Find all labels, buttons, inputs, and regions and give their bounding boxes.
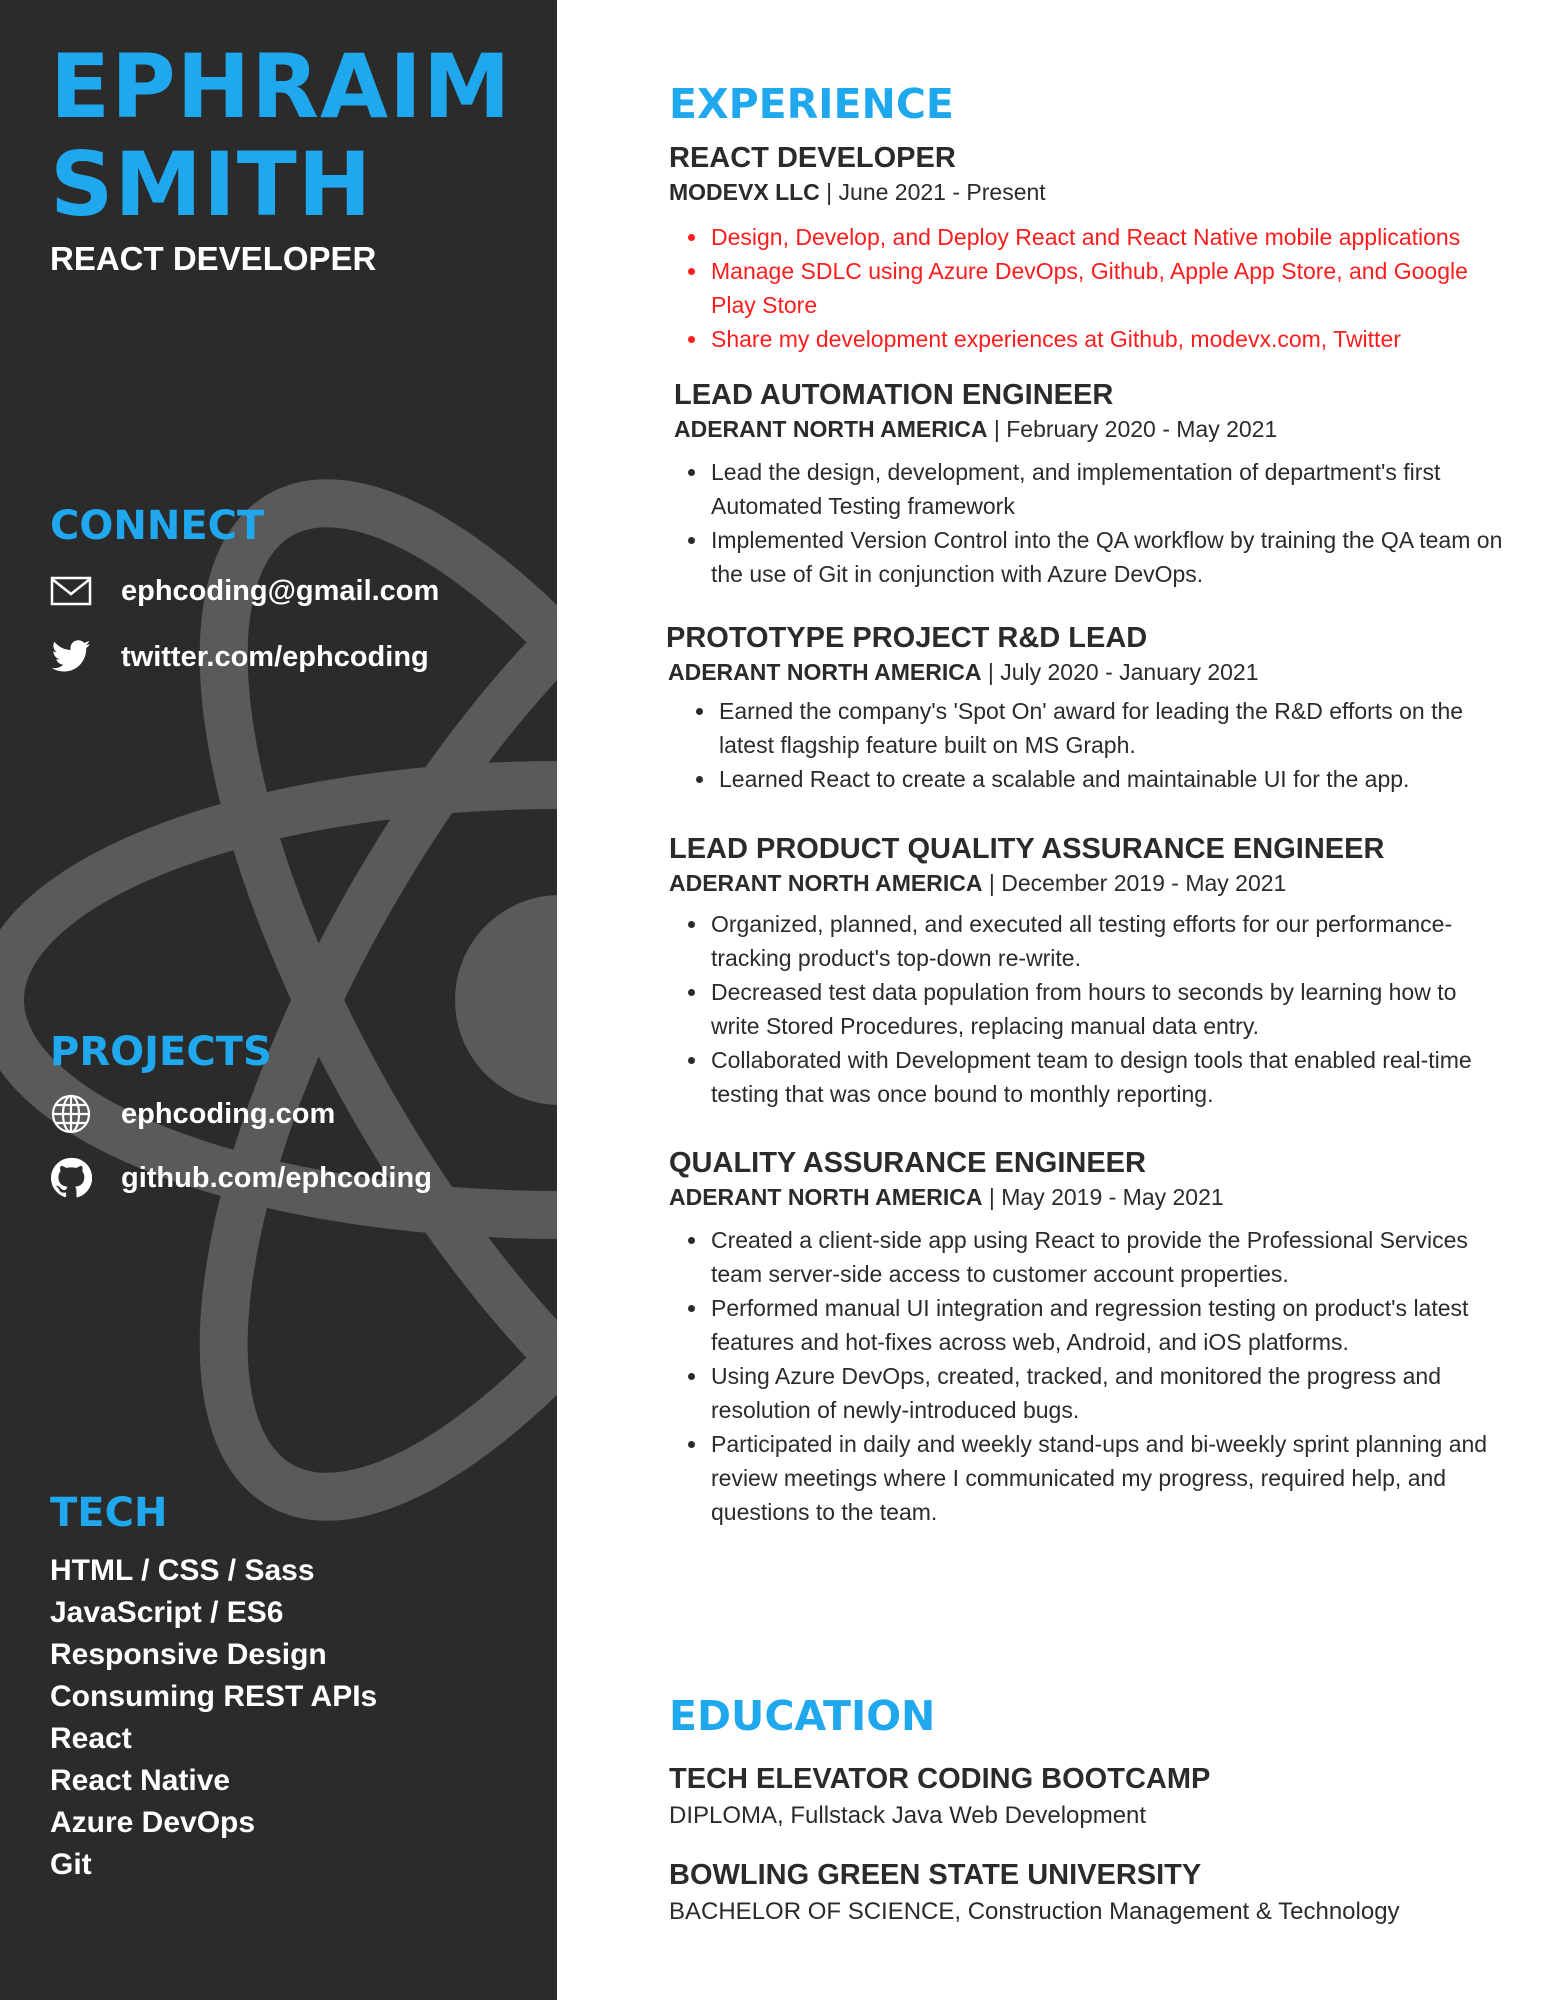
job-dates: | December 2019 - May 2021: [982, 870, 1287, 896]
bullet-item: • Earned the company's 'Spot On' award for leading the R&D efforts on the latest flagship feature built on MS Graph.: [717, 694, 1506, 762]
twitter-text: twitter.com/ephcoding: [121, 640, 429, 673]
tech-item: React Native: [50, 1764, 231, 1797]
job-dates: | May 2019 - May 2021: [982, 1184, 1224, 1210]
job-title: REACT DEVELOPER: [669, 142, 956, 174]
education-entry: [669, 1855, 1509, 1929]
company-name: ADERANT NORTH AMERICA: [674, 416, 988, 442]
bullet-item: • Organized, planned, and executed all testing efforts for our performance-tracking product's top-down re-write.: [709, 907, 1509, 975]
sidebar: [0, 0, 557, 2000]
tech-item: Git: [50, 1848, 92, 1881]
bullet-item: • Decreased test data population from hours to seconds by learning how to write Stored Procedures, replacing manual data entry.: [709, 975, 1509, 1043]
degree: BACHELOR OF SCIENCE, Construction Management & Technology: [669, 1898, 1400, 1925]
tech-item: JavaScript / ES6: [50, 1596, 284, 1629]
job-prototype-project-lead: [666, 620, 1506, 796]
job-title: QUALITY ASSURANCE ENGINEER: [669, 1147, 1146, 1179]
last-name: SMITH: [50, 133, 373, 236]
bullet-item: • Manage SDLC using Azure DevOps, Github, Apple App Store, and Google Play Store: [709, 254, 1509, 322]
bullet-item: • Created a client-side app using React to provide the Professional Services team server-side access to customer account properties.: [709, 1223, 1509, 1291]
connect-heading: CONNECT: [50, 503, 265, 549]
globe-icon: [50, 1093, 92, 1135]
tech-item: Consuming REST APIs: [50, 1680, 378, 1713]
job-bullets: [669, 220, 1509, 356]
company-name: MODEVX LLC: [669, 179, 820, 205]
job-meta: [666, 656, 1506, 688]
job-title: LEAD AUTOMATION ENGINEER: [674, 379, 1114, 411]
twitter-icon: [50, 636, 92, 678]
bullet-item: • Design, Develop, and Deploy React and React Native mobile applications: [709, 220, 1509, 254]
tech-item: Responsive Design: [50, 1638, 327, 1671]
bullet-item: • Learned React to create a scalable and maintainable UI for the app.: [717, 762, 1506, 796]
website-text: ephcoding.com: [121, 1097, 336, 1130]
school-name: TECH ELEVATOR CODING BOOTCAMP: [669, 1763, 1211, 1795]
tech-item: React: [50, 1722, 132, 1755]
bullet-item: • Implemented Version Control into the QA workflow by training the QA team on the use of Git in conjunction with Azure DevOps.: [709, 523, 1514, 591]
job-meta: [674, 413, 1514, 445]
bullet-item: • Share my development experiences at Github, modevx.com, Twitter: [709, 322, 1509, 356]
projects-heading: PROJECTS: [50, 1029, 272, 1075]
first-name: EPHRAIM: [50, 35, 512, 138]
job-bullets: [669, 1223, 1509, 1529]
twitter-link[interactable]: [50, 636, 429, 678]
education-heading: EDUCATION: [669, 1692, 936, 1740]
education-entry: [669, 1759, 1509, 1833]
job-dates: | February 2020 - May 2021: [987, 416, 1278, 442]
job-role: REACT DEVELOPER: [50, 240, 377, 277]
tech-list: [50, 1550, 377, 1886]
company-name: ADERANT NORTH AMERICA: [669, 1184, 983, 1210]
tech-item: HTML / CSS / Sass: [50, 1554, 315, 1587]
job-bullets: [669, 907, 1509, 1111]
job-title: PROTOTYPE PROJECT R&D LEAD: [666, 622, 1148, 654]
job-dates: | July 2020 - January 2021: [981, 659, 1259, 685]
tech-item: Azure DevOps: [50, 1806, 256, 1839]
tech-heading: TECH: [50, 1490, 168, 1536]
github-link[interactable]: [50, 1157, 432, 1199]
job-qa-engineer: [669, 1145, 1509, 1529]
github-text: github.com/ephcoding: [121, 1161, 432, 1194]
email-link[interactable]: [50, 570, 439, 612]
job-lead-product-qa-engineer: [669, 831, 1509, 1111]
bullet-item: • Participated in daily and weekly stand-ups and bi-weekly sprint planning and review meetings where I communicated my progress, required help, and questions to the team.: [709, 1427, 1509, 1529]
full-name: [50, 35, 512, 236]
school-name: BOWLING GREEN STATE UNIVERSITY: [669, 1859, 1202, 1891]
job-bullets: [674, 455, 1514, 591]
job-lead-automation-engineer: [674, 377, 1514, 591]
bullet-item: • Collaborated with Development team to design tools that enabled real-time testing that was once bound to monthly reporting.: [709, 1043, 1509, 1111]
email-text: ephcoding@gmail.com: [121, 574, 440, 607]
job-title: LEAD PRODUCT QUALITY ASSURANCE ENGINEER: [669, 833, 1385, 865]
website-link[interactable]: [50, 1093, 335, 1135]
job-meta: [669, 867, 1509, 899]
degree: DIPLOMA, Fullstack Java Web Development: [669, 1802, 1147, 1829]
job-react-developer: [669, 140, 1509, 356]
bullet-item: • Performed manual UI integration and regression testing on product's latest features and hot-fixes across web, Android, and iOS platforms.: [709, 1291, 1509, 1359]
job-bullets: [666, 694, 1506, 796]
experience-heading: EXPERIENCE: [669, 80, 954, 128]
company-name: ADERANT NORTH AMERICA: [669, 870, 983, 896]
job-dates: | June 2021 - Present: [819, 179, 1046, 205]
job-meta: [669, 1181, 1509, 1213]
job-meta: [669, 176, 1509, 208]
bullet-item: • Lead the design, development, and implementation of department's first Automated Testing framework: [709, 455, 1514, 523]
github-icon: [50, 1157, 92, 1199]
bullet-item: • Using Azure DevOps, created, tracked, and monitored the progress and resolution of newly-introduced bugs.: [709, 1359, 1509, 1427]
company-name: ADERANT NORTH AMERICA: [668, 659, 982, 685]
mail-icon: [50, 570, 92, 612]
